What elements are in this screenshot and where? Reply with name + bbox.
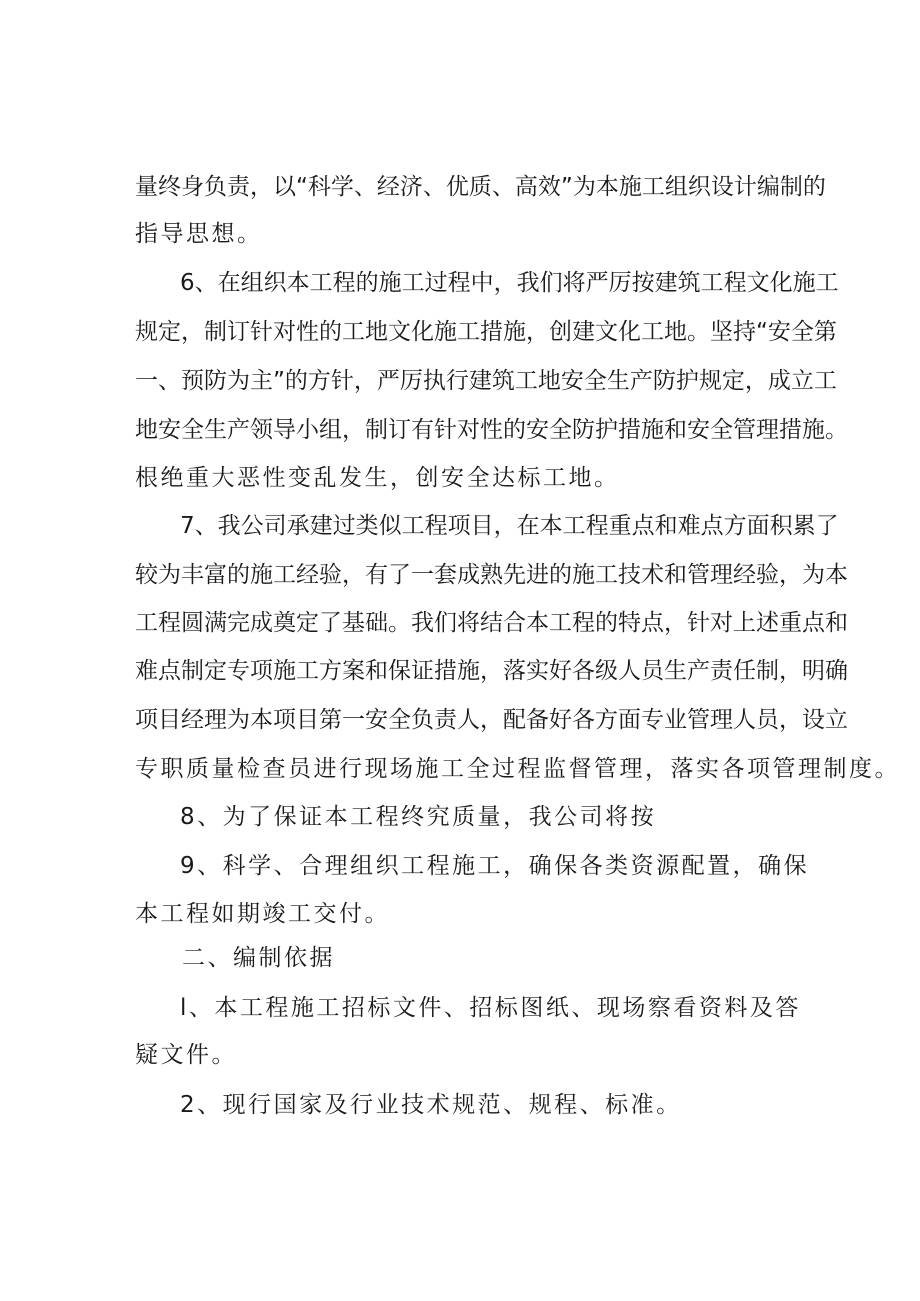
paragraph-8: 8、为了保证本工程终究质量，我公司将按 <box>180 804 657 830</box>
basis-item-2: 2、现行国家及行业技术规范、规程、标准。 <box>180 1092 682 1118</box>
paragraph-6-line-5: 根绝重大恶性变乱发生，创安全达标工地。 <box>135 465 620 491</box>
paragraph-6-line-2: 规定，制订针对性的工地文化施工措施，创建文化工地。坚持“安全第 <box>135 319 837 345</box>
paragraph-9-line-2: 本工程如期竣工交付。 <box>135 901 390 927</box>
paragraph-9-line-1: 9、科学、合理组织工程施工，确保各类资源配置，确保 <box>180 853 810 879</box>
basis-item-1-line-2: 疑文件。 <box>135 1042 237 1068</box>
paragraph-6-line-4: 地安全生产领导小组，制订有针对性的安全防护措施和安全管理措施。 <box>135 417 848 443</box>
paragraph-5-line-3: 指导思想。 <box>135 221 263 247</box>
paragraph-7-line-2: 较为丰富的施工经验，有了一套成熟先进的施工技术和管理经验，为本 <box>135 562 848 588</box>
paragraph-7-line-1: 7、我公司承建过类似工程项目，在本工程重点和难点方面积累了 <box>180 513 839 539</box>
paragraph-7-line-5: 项目经理为本项目第一安全负责人，配备好各方面专业管理人员，设立 <box>135 707 848 733</box>
paragraph-7-line-3: 工程圆满完成奠定了基础。我们将结合本工程的特点，针对上述重点和 <box>135 610 848 636</box>
paragraph-6-line-3: 一、预防为主”的方针，严厉执行建筑工地安全生产防护规定，成立工 <box>135 368 837 394</box>
paragraph-6-line-1: 6、在组织本工程的施工过程中，我们将严厉按建筑工程文化施工 <box>180 270 839 296</box>
paragraph-7-line-6: 专职质量检查员进行现场施工全过程监督管理，落实各项管理制度。 <box>135 756 900 782</box>
basis-item-1-line-1: l、本工程施工招标文件、招标图纸、现场察看资料及答 <box>180 995 801 1021</box>
section-heading-basis: 二、编制依据 <box>182 945 335 971</box>
paragraph-7-line-4: 难点制定专项施工方案和保证措施，落实好各级人员生产责任制，明确 <box>135 658 848 684</box>
paragraph-5-line-2: 量终身负责，以“科学、经济、优质、高效”为本施工组织设计编制的 <box>135 174 826 200</box>
